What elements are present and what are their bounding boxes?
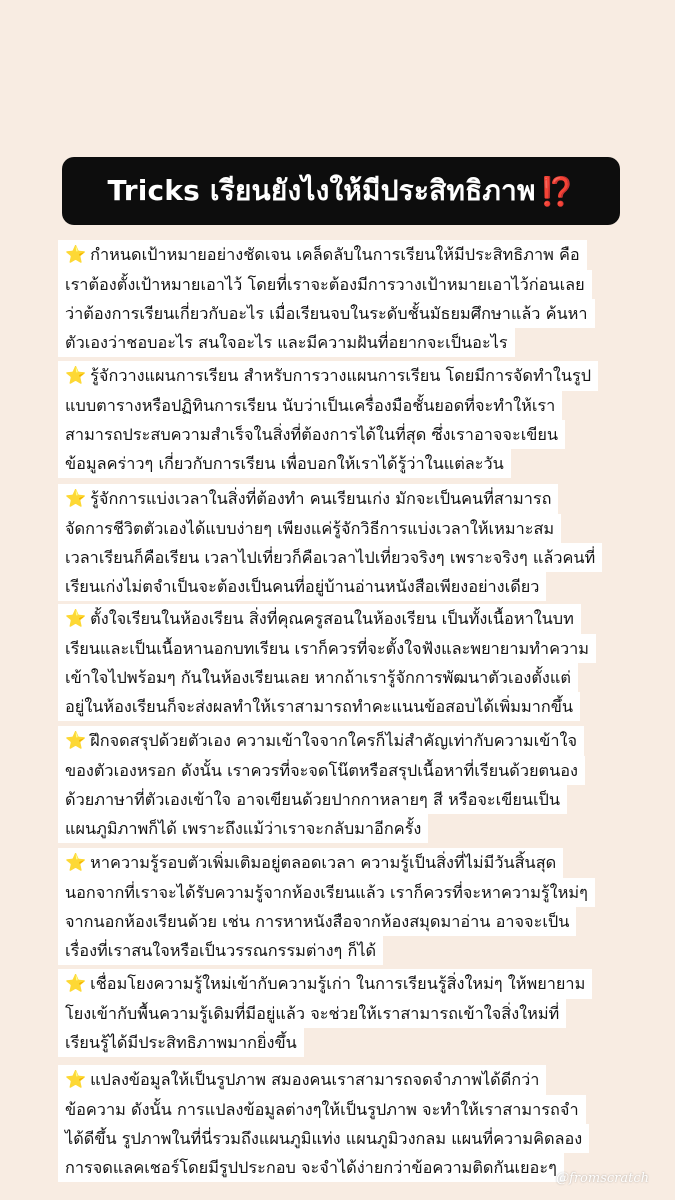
tip-line: ⭐ รู้จักวางแผนการเรียน สำหรับการวางแผนการเรียน โดยมีการจัดทำในรูป <box>58 361 598 391</box>
tip-6 <box>58 848 595 965</box>
star-icon: ⭐ <box>65 245 87 265</box>
tip-line: ⭐ รู้จักการแบ่งเวลาในสิ่งที่ต้องทำ คนเรียนเก่ง มักจะเป็นคนที่สามารถ <box>58 484 558 514</box>
star-icon: ⭐ <box>65 974 87 994</box>
title-banner <box>62 157 620 225</box>
tip-1 <box>58 240 595 357</box>
tip-8 <box>58 1065 589 1182</box>
watermark: @fromscratch <box>556 1171 649 1186</box>
tip-line: เข้าใจไปพร้อมๆ กันในห้องเรียนเลย หากถ้าเรารู้จักการพัฒนาตัวเองตั้งแต่ <box>58 663 578 692</box>
tip-line: ⭐ กำหนดเป้าหมายอย่างชัดเจน เคล็ดลับในการเรียนให้มีประสิทธิภาพ คือ <box>58 240 587 270</box>
tip-line: ⭐ ตั้งใจเรียนในห้องเรียน สิ่งที่คุณครูสอนในห้องเรียน เป็นทั้งเนื้อหาในบท <box>58 604 581 634</box>
tip-line: ด้วยภาษาที่ตัวเองเข้าใจ อาจเขียนด้วยปากกาหลายๆ สี หรือจะเขียนเป็น <box>58 785 567 814</box>
tip-5 <box>58 726 585 843</box>
tip-line: ตัวเองว่าชอบอะไร สนใจอะไร และมีความฝันที่อยากจะเป็นอะไร <box>58 328 515 357</box>
tip-line: ⭐ ฝึกจดสรุปด้วยตัวเอง ความเข้าใจจากใครก็ไม่สำคัญเท่ากับความเข้าใจ <box>58 726 584 756</box>
tip-line: นอกจากที่เราจะได้รับความรู้จากห้องเรียนแล้ว เราก็ควรที่จะหาความรู้ใหม่ๆ <box>58 878 595 907</box>
tip-3 <box>58 484 602 601</box>
star-icon: ⭐ <box>65 1070 87 1090</box>
tip-line: เรียนเก่งไม่ตจำเป็นจะต้องเป็นคนที่อยู่บ้านอ่านหนังสือเพียงอย่างเดียว <box>58 572 546 601</box>
tip-line: เรียนและเป็นเนื้อหานอกบทเรียน เราก็ควรที่จะตั้งใจฟังและพยายามทำความ <box>58 634 596 663</box>
tip-line: ⭐ หาความรู้รอบตัวเพิ่มเติมอยู่ตลอดเวลา ความรู้เป็นสิ่งที่ไม่มีวันสิ้นสุด <box>58 848 563 878</box>
tip-line: แผนภูมิภาพก็ได้ เพราะถึงแม้ว่าเราจะกลับมาอีกครั้ง <box>58 814 428 843</box>
tip-line: ของตัวเองหรอก ดังนั้น เราควรที่จะจดโน๊ตหรือสรุปเนื้อหาที่เรียนด้วยตนอง <box>58 756 585 785</box>
page-title: Tricks เรียนยังไงให้มีประสิทธิภาพ <box>107 174 536 207</box>
tip-line: เรื่องที่เราสนใจหรือเป็นวรรณกรรมต่างๆ ก็ได้ <box>58 936 383 965</box>
star-icon: ⭐ <box>65 731 87 751</box>
tip-7 <box>58 969 592 1057</box>
tip-line: ⭐ เชื่อมโยงความรู้ใหม่เข้ากับความรู้เก่า ในการเรียนรู้สิ่งใหม่ๆ ให้พยายาม <box>58 969 592 999</box>
tip-line: เวลาเรียนก็คือเรียน เวลาไปเที่ยวก็คือเวลาไปเที่ยวจริงๆ เพราะจริงๆ แล้วคนที่ <box>58 543 602 572</box>
star-icon: ⭐ <box>65 609 87 629</box>
tip-line: อยู่ในห้องเรียนก็จะส่งผลทำให้เราสามารถทำคะแนนข้อสอบได้เพิ่มมากขึ้น <box>58 692 580 721</box>
exclamation-question-icon: ⁉️ <box>539 174 575 208</box>
star-icon: ⭐ <box>65 489 87 509</box>
tip-2 <box>58 361 598 478</box>
star-icon: ⭐ <box>65 366 87 386</box>
tip-line: ⭐ แปลงข้อมูลให้เป็นรูปภาพ สมองคนเราสามารถจดจำภาพได้ดีกว่า <box>58 1065 546 1095</box>
tip-line: แบบตารางหรือปฏิทินการเรียน นับว่าเป็นเครื่องมือชั้นยอดที่จะทำให้เรา <box>58 391 562 420</box>
tip-line: เรียนรู้ได้มีประสิทธิภาพมากยิ่งขึ้น <box>58 1028 304 1057</box>
tip-line: โยงเข้ากับพื้นความรู้เดิมที่มีอยู่แล้ว จะช่วยให้เราสามารถเข้าใจสิ่งใหม่ที่ <box>58 999 566 1028</box>
tip-line: การจดแลคเชอร์โดยมีรูปประกอบ จะจำได้ง่ายกว่าข้อความติดกันเยอะๆ <box>58 1153 564 1182</box>
tip-line: ว่าต้องการเรียนเกี่ยวกับอะไร เมื่อเรียนจบในระดับชั้นมัธยมศึกษาแล้ว ค้นหา <box>58 299 595 328</box>
tip-line: เราต้องตั้งเป้าหมายเอาไว้ โดยที่เราจะต้องมีการวางเป้าหมายเอาไว้ก่อนเลย <box>58 270 592 299</box>
tip-line: จากนอกห้องเรียนด้วย เช่น การหาหนังสือจากห้องสมุดมาอ่าน อาจจะเป็น <box>58 907 576 936</box>
tip-line: จัดการชีวิตตัวเองได้แบบง่ายๆ เพียงแค่รู้จักวิธีการแบ่งเวลาให้เหมาะสม <box>58 514 561 543</box>
tip-line: ข้อความ ดังนั้น การแปลงข้อมูลต่างๆให้เป็นรูปภาพ จะทำให้เราสามารถจำ <box>58 1095 586 1124</box>
tip-line: ข้อมูลคร่าวๆ เกี่ยวกับการเรียน เพื่อบอกให้เราได้รู้ว่าในแต่ละวัน <box>58 449 511 478</box>
tip-line: ได้ดีขึ้น รูปภาพในที่นี่รวมถึงแผนภูมิแท่ง แผนภูมิวงกลม แผนที่ความคิดลอง <box>58 1124 589 1153</box>
tip-line: สามารถประสบความสำเร็จในสิ่งที่ต้องการได้ในที่สุด ซึ่งเราอาจจะเขียน <box>58 420 565 449</box>
star-icon: ⭐ <box>65 853 87 873</box>
tip-4 <box>58 604 596 721</box>
